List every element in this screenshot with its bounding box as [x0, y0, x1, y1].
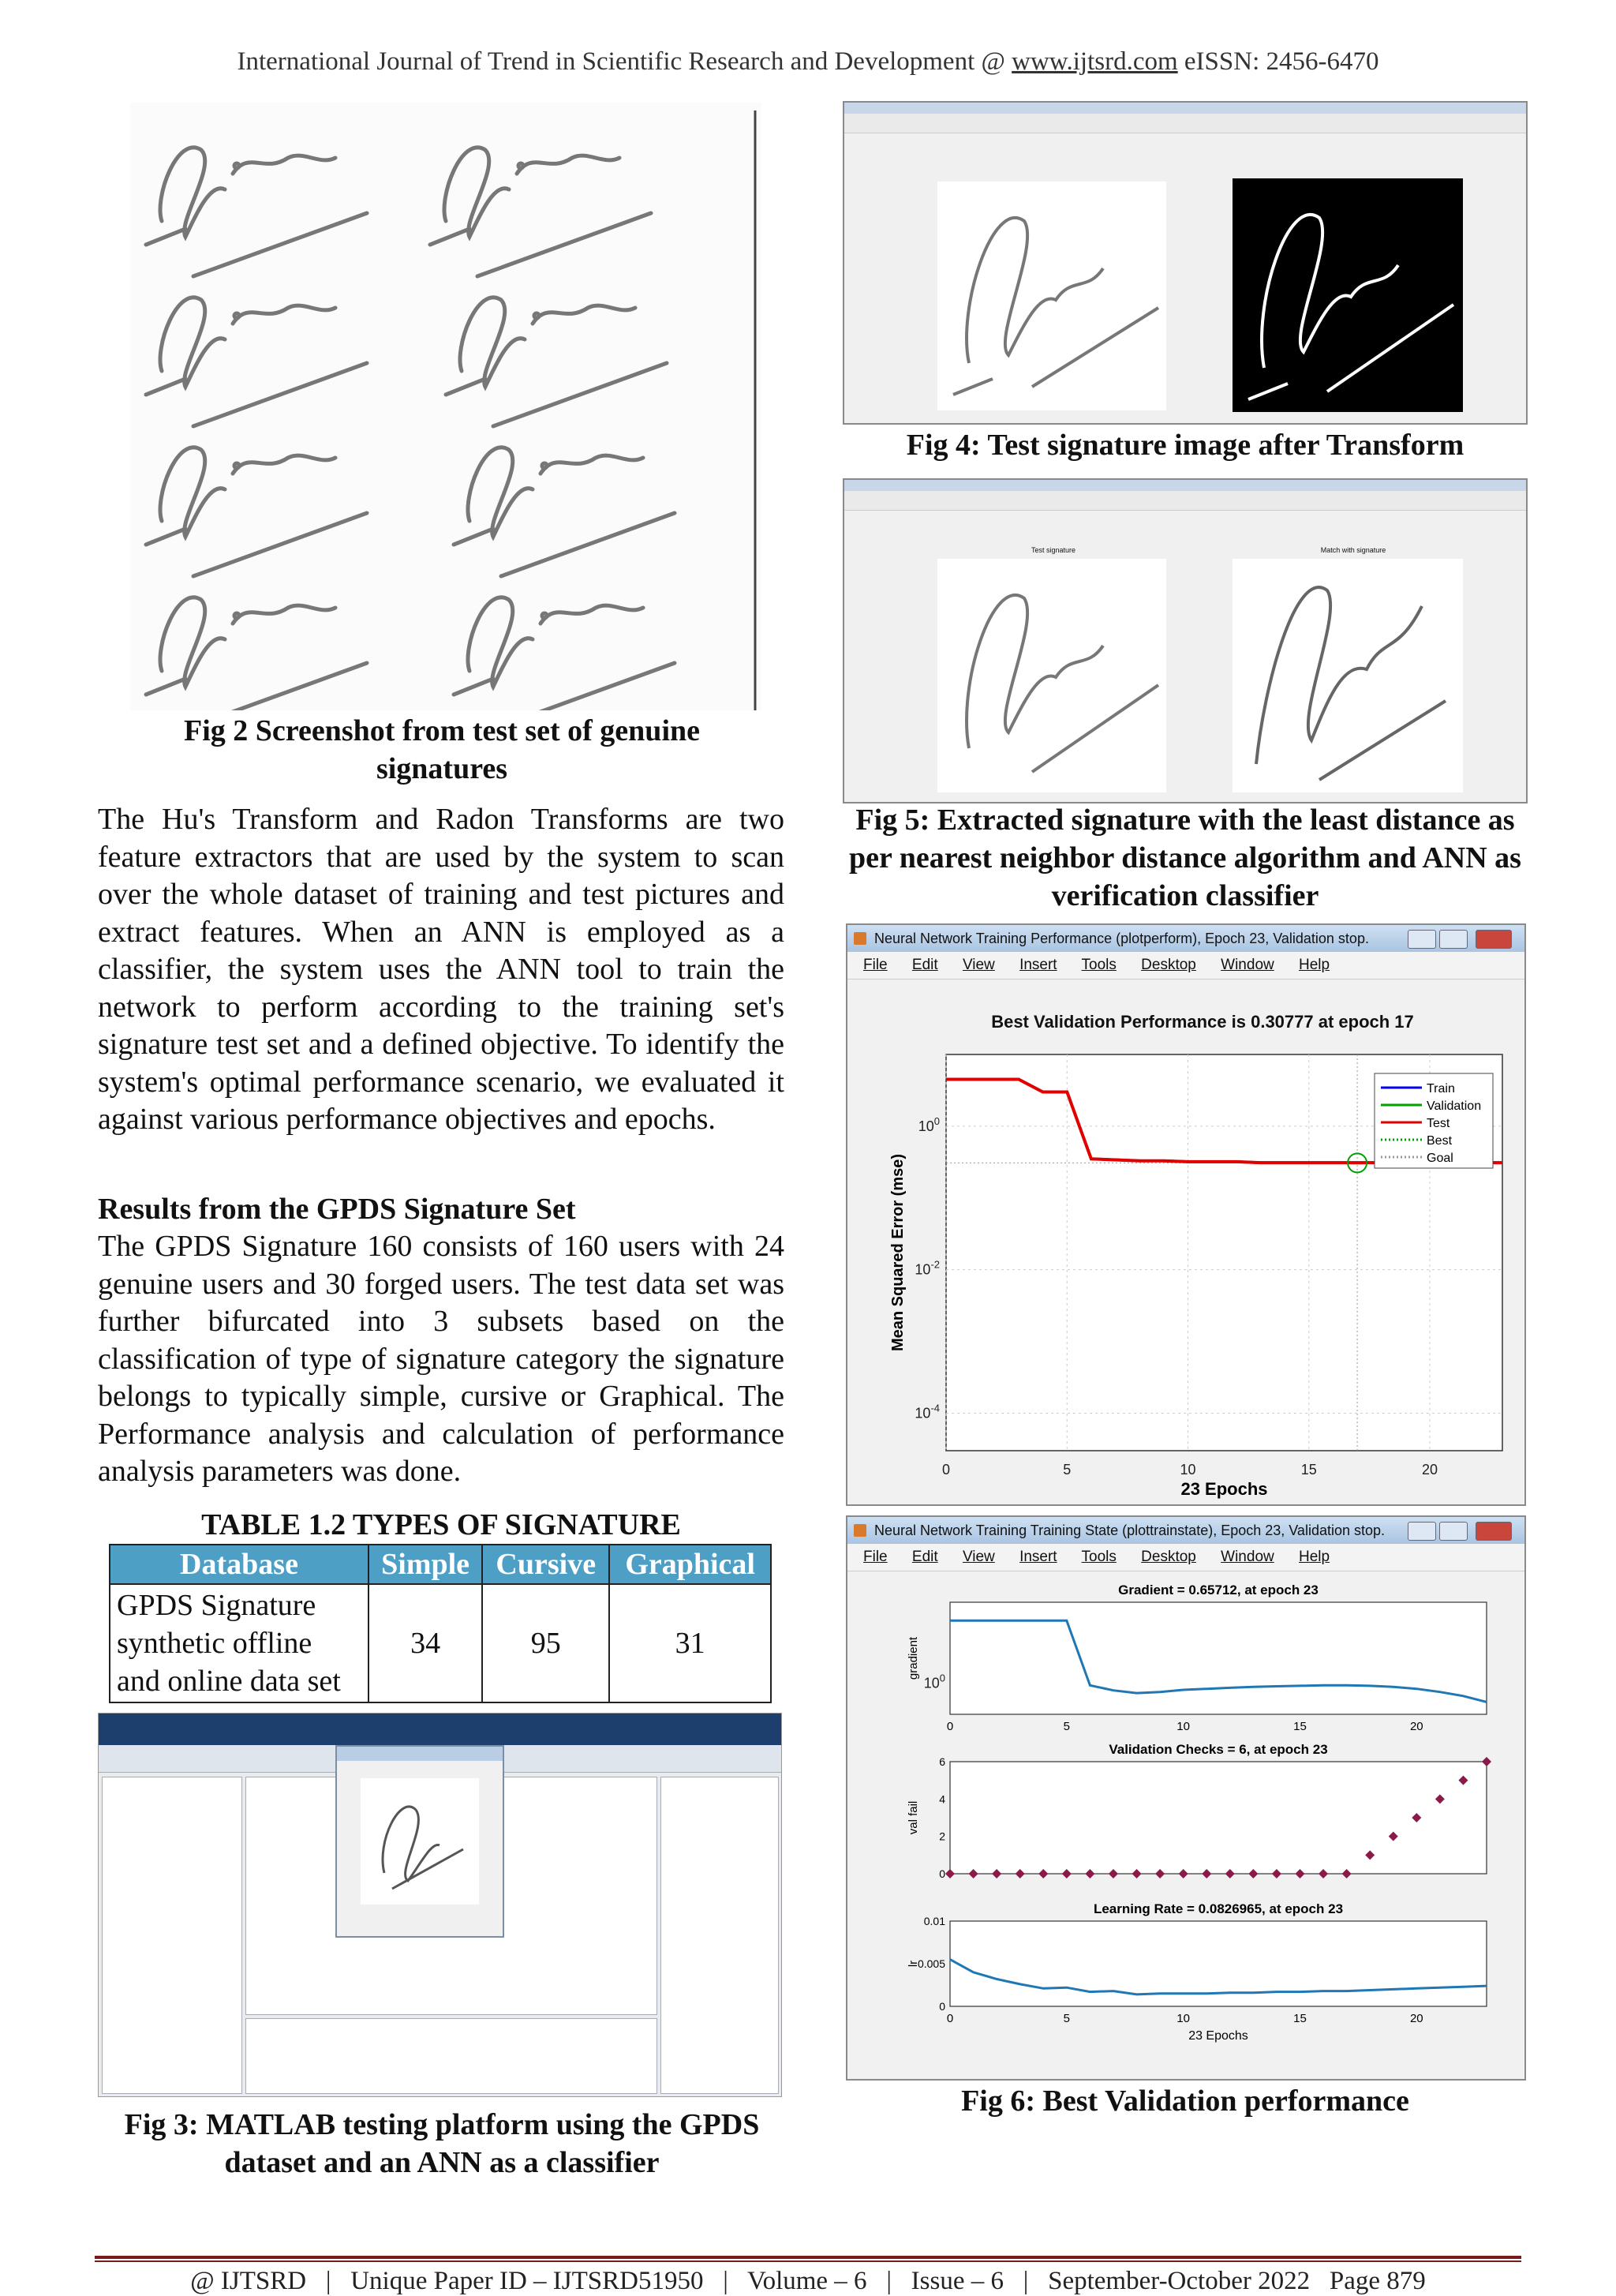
test-signature-drawing [937, 559, 1166, 792]
paragraph-1: The Hu's Transform and Radon Transforms are two feature extractors that are used by the system to scan over the whole dataset of training and test pictures and extract features. When an ANN is employed as a classifier, the system uses the ANN tool to train the network to perform according to the training set's signature test set and a defined objective. To identify the system's optimal performance scenario, we evaluated it against various performance objectives and epochs. [98, 803, 784, 1136]
state-window-titlebar [847, 1517, 1524, 1544]
y-tick-label: $10^{-4}$ [915, 1402, 940, 1421]
chart-legend [1375, 1073, 1493, 1168]
table-header-row [110, 1545, 771, 1584]
footer-journal: @ IJTSRD [190, 2267, 307, 2295]
fig4-transformed-image [1233, 178, 1463, 412]
journal-url-link[interactable]: www.ijtsrd.com [1012, 47, 1178, 76]
state-window-menubar [847, 1544, 1524, 1571]
header-suffix: eISSN: 2456-6470 [1177, 47, 1379, 76]
subplot-x-tick: 5 [1063, 1720, 1070, 1733]
header-prefix: International Journal of Trend in Scientific Research and Development @ [237, 47, 1012, 76]
original-signature-drawing [937, 182, 1166, 410]
menu-edit[interactable]: Edit [911, 1549, 938, 1565]
y-axis-label: Mean Squared Error (mse) [889, 1153, 907, 1352]
subplot-x-tick: 20 [1409, 2012, 1423, 2025]
table-header-graphical: Graphical [609, 1545, 771, 1584]
fig5-label-match-signature: Match with signature [1320, 546, 1386, 554]
subplot-x-tick: 0 [946, 2012, 954, 2025]
fig4-caption: Fig 4: Test signature image after Transform [906, 429, 1464, 462]
matlab-workspace [660, 1777, 779, 2094]
subplot-x-tick: 15 [1293, 2012, 1307, 2025]
legend-label: Best [1427, 1134, 1453, 1148]
menu-view[interactable]: View [962, 957, 995, 973]
fig3-caption: Fig 3: MATLAB testing platform using the GPDS dataset and an ANN as a classifier [124, 2108, 760, 2179]
menu-tools[interactable]: Tools [1081, 1549, 1117, 1565]
legend-label: Train [1427, 1082, 1455, 1096]
y-tick-label: $10^{-2}$ [915, 1258, 940, 1278]
y-tick-label: $10^0$ [918, 1114, 940, 1134]
subplot-x-label: 23 Epochs [1188, 2029, 1248, 2043]
subplot-x-tick: 10 [1176, 1720, 1190, 1733]
subplot-x-tick: 20 [1409, 1720, 1423, 1733]
subplot-y-tick: 0 [939, 2000, 945, 2013]
matlab-figure-icon [854, 1524, 866, 1537]
fig5-match-window [843, 478, 1528, 803]
signature-types-table [109, 1544, 772, 1703]
fig4-original-image [937, 182, 1166, 410]
subplot-y-tick: 0 [939, 1867, 945, 1880]
running-footer: @ IJTSRD | Unique Paper ID – IJTSRD51950 | Volume – 6 | Issue – 6 | September-October 2022 Page 879 [190, 2267, 1426, 2295]
subplot-x-tick: 10 [1176, 2012, 1190, 2025]
transformed-signature-drawing [1233, 178, 1463, 412]
table-cell-cursive: 95 [482, 1584, 609, 1702]
table-cell-graphical: 31 [609, 1584, 771, 1702]
legend-label: Validation [1427, 1099, 1482, 1113]
table-header-database: Database [110, 1545, 368, 1584]
matlab-signature-preview [361, 1778, 479, 1905]
menu-window[interactable]: Window [1221, 957, 1274, 973]
training-state-window [846, 1515, 1526, 2081]
training-state-charts [847, 1572, 1524, 2077]
table-row [110, 1584, 771, 1702]
fig3-matlab-screenshot [98, 1713, 782, 2097]
menu-edit[interactable]: Edit [911, 957, 938, 973]
table-header-simple: Simple [368, 1545, 482, 1584]
menu-insert[interactable]: Insert [1019, 1549, 1057, 1565]
fig5-label-test-signature: Test signature [1031, 546, 1076, 554]
section-subheading: Results from the GPDS Signature Set [98, 1193, 576, 1226]
legend-label: Test [1427, 1117, 1450, 1130]
fig5-test-signature-image [937, 559, 1166, 792]
maximize-button[interactable] [1439, 1522, 1468, 1541]
subplot-area [950, 1602, 1487, 1714]
menu-window[interactable]: Window [1221, 1549, 1274, 1565]
menu-desktop[interactable]: Desktop [1141, 1549, 1196, 1565]
performance-window-title: Neural Network Training Performance (plotperform), Epoch 23, Validation stop. [874, 931, 1369, 946]
x-tick-label: 15 [1300, 1462, 1317, 1478]
performance-window-menubar [847, 952, 1524, 979]
subplot-x-tick: 5 [1063, 2012, 1070, 2025]
menu-insert[interactable]: Insert [1019, 957, 1057, 973]
minimize-button[interactable] [1408, 1522, 1436, 1541]
legend-label: Goal [1427, 1152, 1453, 1165]
x-tick-label: 10 [1180, 1462, 1196, 1478]
state-window-title: Neural Network Training Training State (plottrainstate), Epoch 23, Validation stop. [874, 1523, 1386, 1538]
matlab-command-window [245, 2018, 657, 2094]
footer-rule-thin [95, 2260, 1521, 2262]
fig5-caption: Fig 5: Extracted signature with the least distance as per nearest neighbor distance algorithm and ANN as verification classifier [849, 803, 1521, 912]
table-header-cursive: Cursive [482, 1545, 609, 1584]
menu-help[interactable]: Help [1299, 1549, 1330, 1565]
table-title: TABLE 1.2 TYPES OF SIGNATURE [201, 1508, 681, 1541]
close-button[interactable] [1476, 1522, 1512, 1541]
subplot-y-tick: 6 [939, 1755, 945, 1768]
fig4-transform-window [843, 101, 1528, 425]
matlab-figure-icon [854, 932, 866, 945]
minimize-button[interactable] [1408, 930, 1436, 949]
fig2-signature-grid-image [130, 103, 761, 710]
subplot-y-tick: 4 [939, 1792, 945, 1806]
subplot-y-label: val fail [907, 1800, 920, 1835]
performance-chart-title: Best Validation Performance is 0.30777 at epoch 17 [991, 1012, 1414, 1032]
menu-view[interactable]: View [962, 1549, 995, 1565]
footer-date-page: September-October 2022 Page 879 [1048, 2267, 1426, 2295]
performance-chart [847, 1032, 1524, 1504]
footer-issue: Issue – 6 [911, 2267, 1004, 2295]
subplot-title: Learning Rate = 0.0826965, at epoch 23 [1093, 1901, 1344, 1916]
matlab-ribbon [99, 1714, 781, 1745]
menu-desktop[interactable]: Desktop [1141, 957, 1196, 973]
fig2-caption: Fig 2 Screenshot from test set of genuine signatures [184, 714, 700, 785]
fig6-caption: Fig 6: Best Validation performance [961, 2084, 1409, 2118]
subplot-title: Gradient = 0.65712, at epoch 23 [1118, 1582, 1319, 1597]
matlab-figure-window [335, 1745, 504, 1938]
paragraph-2: The GPDS Signature 160 consists of 160 users with 24 genuine users and 30 forged users. The test data set was further bifurcated into 3 subsets based on the classification of type of signature category the signature belongs to typically simple, cursive or Graphical. The Performance analysis and calculation of performance analysis parameters was done. [98, 1230, 784, 1488]
subplot-y-tick: 2 [939, 1830, 945, 1843]
menu-help[interactable]: Help [1299, 957, 1330, 973]
subplot-y-label: lr [907, 1960, 920, 1968]
maximize-button[interactable] [1439, 930, 1468, 949]
subplot-y-tick: 0.01 [923, 1915, 945, 1927]
footer-paper-id: Unique Paper ID – IJTSRD51950 [350, 2267, 704, 2295]
subplot-area [950, 1762, 1487, 1874]
x-axis-label: 23 Epochs [1180, 1479, 1268, 1499]
subplot-title: Validation Checks = 6, at epoch 23 [1109, 1742, 1328, 1757]
table-cell-simple: 34 [368, 1584, 482, 1702]
matched-signature-drawing [1233, 559, 1463, 792]
close-button[interactable] [1476, 930, 1512, 949]
subplot-y-tick: $10^0$ [923, 1672, 945, 1691]
subplot-y-tick: 0.005 [917, 1957, 945, 1970]
signature-grid-drawing [130, 103, 761, 710]
menu-file[interactable]: File [863, 957, 888, 973]
running-header [0, 47, 1616, 77]
matlab-file-browser [102, 1777, 242, 2094]
x-tick-label: 5 [1063, 1462, 1072, 1478]
x-tick-label: 0 [941, 1462, 951, 1478]
subplot-x-tick: 15 [1293, 1720, 1307, 1733]
fig5-matched-signature-image [1233, 559, 1463, 792]
subplot-x-tick: 0 [946, 1720, 954, 1733]
subplot-y-label: gradient [907, 1636, 920, 1680]
menu-file[interactable]: File [863, 1549, 888, 1565]
performance-window-titlebar [847, 925, 1524, 952]
menu-tools[interactable]: Tools [1081, 957, 1117, 973]
x-tick-label: 20 [1422, 1462, 1438, 1478]
table-cell-database: GPDS Signature synthetic offline and online data set [110, 1584, 368, 1702]
footer-rule [95, 2256, 1521, 2259]
footer-volume: Volume – 6 [747, 2267, 867, 2295]
performance-plot-window [846, 923, 1526, 1506]
